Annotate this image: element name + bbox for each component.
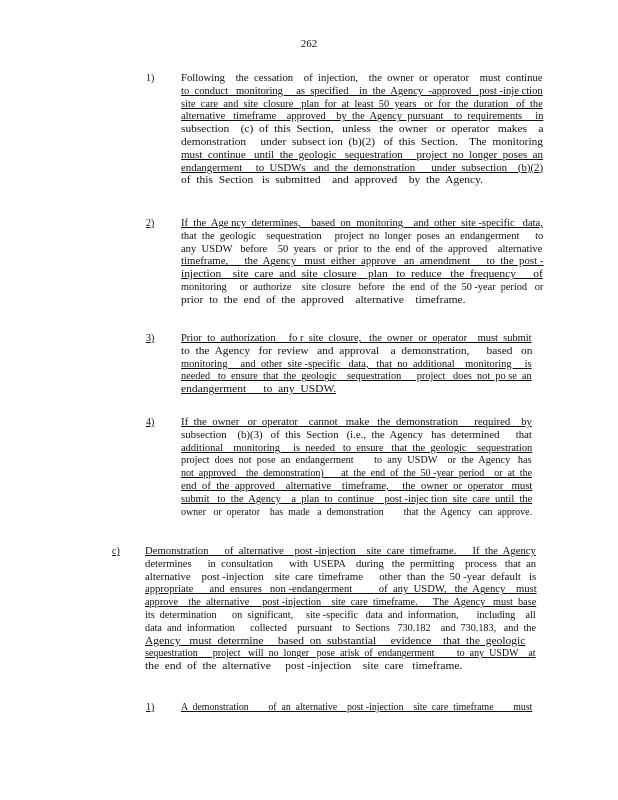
- text-line: Demonstration of alternative post -injection site care timeframe. If the Agency: [145, 546, 536, 557]
- text-line: If the owner or operator cannot make the demonstration required by: [181, 417, 532, 428]
- text-line: subsection (c) of this Section, unless the owner or operator makes a: [181, 124, 544, 136]
- list-marker: 4): [146, 417, 155, 428]
- list-marker: 1): [146, 73, 155, 84]
- text-line: appropriate and ensures non -endangerment of any USDW, the Agency must: [145, 584, 537, 596]
- text-line: Following the cessation of injection, the owner or operator must continue: [181, 73, 543, 84]
- list-marker: 3): [146, 333, 155, 344]
- list-marker: c): [112, 546, 120, 557]
- text-line: project does not pose an endangerment to any USDW or the Agency has: [181, 455, 532, 467]
- text-line: injection site care and site closure plan to reduce the frequency of: [181, 269, 543, 281]
- text-line: the end of the alternative post -injection site care timeframe.: [145, 661, 463, 673]
- text-line: to the Agency for review and approval a demonstration, based on: [181, 345, 533, 357]
- text-line: demonstration under subsect ion (b)(2) of this Section. The monitoring: [181, 137, 544, 148]
- text-line: needed to ensure that the geologic sequestration project does not po se an: [181, 371, 532, 383]
- text-line: determines in consultation with USEPA during the permitting process that an: [145, 558, 537, 570]
- text-line: endangerment to any USDW.: [181, 384, 337, 396]
- text-line: to conduct monitoring as specified in the Agency -approved post -inje ction: [181, 85, 543, 97]
- text-line: its determination on significant, site -specific data and information, including all: [145, 610, 536, 621]
- text-line: submit to the Agency a plan to continue post -injec tion site care until the: [181, 493, 533, 505]
- text-line: approve the alternative post -injection site care timeframe. The Agency must base: [145, 597, 537, 609]
- text-line: If the Age ncy determines, based on monitoring and other site -specific data,: [181, 218, 543, 229]
- text-line: prior to the end of the approved alternative timeframe.: [181, 294, 466, 306]
- text-line: must continue until the geologic sequestration project no longer poses an: [181, 149, 544, 161]
- text-line: end of the approved alternative timeframe, the owner or operator must: [181, 481, 533, 492]
- text-line: alternative timeframe approved by the Agency pursuant to requirements in: [181, 111, 544, 123]
- text-line: monitoring or authorize site closure before the end of the 50 -year period or: [181, 282, 544, 293]
- text-line: owner or operator has made a demonstration that the Agency can approve.: [181, 506, 533, 518]
- text-line: monitoring and other site -specific data, that no additional monitoring is: [181, 358, 532, 370]
- text-line: data and information collected pursuant to Sections 730.182 and 730.183, and the: [145, 622, 537, 634]
- text-line: endangerment to USDWs and the demonstration under subsection (b)(2): [181, 162, 544, 174]
- text-line: subsection (b)(3) of this Section (i.e., the Agency has determined that: [181, 429, 532, 441]
- text-line: Prior to authorization fo r site closure, the owner or operator must submit: [181, 333, 532, 344]
- text-line: not approved the demonstration) at the end of the 50 -year period or at the: [181, 468, 533, 480]
- text-line: alternative post -injection site care timeframe other than the 50 -year default is: [145, 571, 537, 583]
- text-line: any USDW before 50 years or prior to the end of the approved alternative: [181, 243, 543, 255]
- list-marker: 1): [146, 702, 155, 713]
- text-line: additional monitoring is needed to ensure that the geologic sequestration: [181, 442, 533, 454]
- text-line: A demonstration of an alternative post -injection site care timeframe must: [181, 702, 533, 713]
- text-line: timeframe, the Agency must either approve an amendment to the post -: [181, 256, 544, 268]
- text-line: Agency must determine based on substantial evidence that the geologic: [145, 635, 526, 647]
- text-line: sequestration project will no longer pose arisk of endangerment to any USDW at: [145, 648, 536, 660]
- list-marker: 2): [146, 218, 155, 229]
- text-line: site care and site closure plan for at least 50 years or for the duration of the: [181, 98, 543, 110]
- page-number: 262: [300, 38, 318, 50]
- text-line: of this Section is submitted and approved by the Agency.: [181, 175, 484, 187]
- text-line: that the geologic sequestration project no longer poses an endangerment to: [181, 230, 544, 242]
